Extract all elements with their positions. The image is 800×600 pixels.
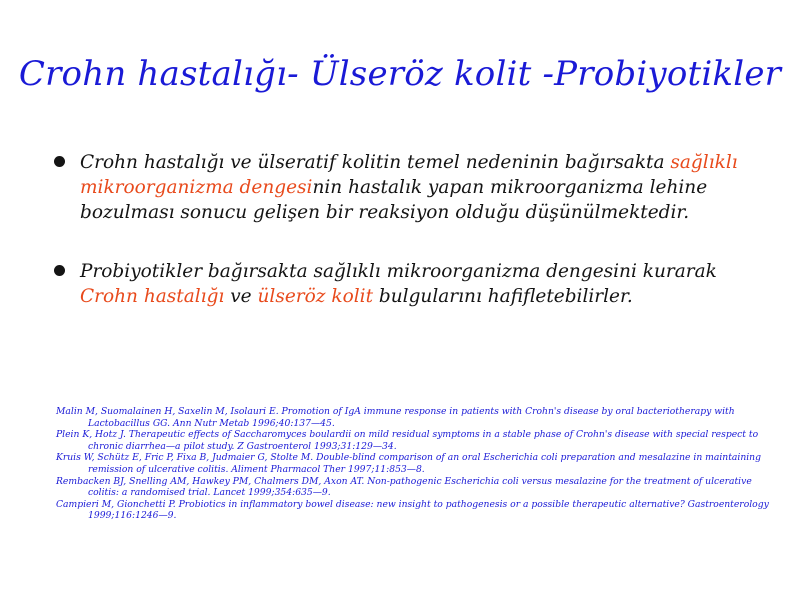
bullet-item: [52, 150, 772, 225]
bullet-segment: nin hastalık yapan mikroorganizma lehine bozulması sonucu gelişen bir reaksiyon olduğu düşünülmektedir.: [80, 177, 708, 223]
highlighted-segment: sağlıklı mikroorganizma dengesi: [80, 152, 738, 198]
bullet-segment: Crohn hastalığı ve ülseratif kolitin temel nedeninin bağırsakta: [80, 152, 671, 173]
reference-item: Campieri M, Gionchetti P. Probiotics in inflammatory bowel disease: new insight to pathogenesis or a possible therapeutic alternative? Gastroenterology 1999;116:1246—9.: [56, 498, 769, 522]
reference-item: Rembacken BJ, Snelling AM, Hawkey PM, Chalmers DM, Axon AT. Non-pathogenic Escherichia coli versus mesalazine for the treatment of ulcerative colitis: a randomised trial. Lancet 1999;354:635—9.: [56, 475, 752, 499]
bullet-item: [52, 259, 772, 309]
reference-item: Malin M, Suomalainen H, Saxelin M, Isolauri E. Promotion of IgA immune response in patients with Crohn's disease by oral bacteriotherapy with Lactobacillus GG. Ann Nutr Metab 1996;40:137—45.: [56, 406, 735, 429]
reference-item: Plein K, Hotz J. Therapeutic effects of Saccharomyces boulardii on mild residual symptoms in a stable phase of Crohn's disease with special respect to chronic diarrhea—a pilot study. Z Gastroenterol 1993;31:129—34.: [56, 429, 759, 452]
bullet-dot-icon: [54, 265, 65, 276]
highlighted-segment: Crohn hastalığı: [80, 286, 225, 307]
bullet-segment: Probiyotikler bağırsakta sağlıklı mikroorganizma dengesini kurarak: [80, 261, 717, 282]
reference-item: Kruis W, Schütz E, Fric P, Fixa B, Judmaier G, Stolte M. Double-blind comparison of an oral Escherichia coli preparation and mesalazine in maintaining remission of ulcerative colitis. Aliment Pharmacol Ther 1997;11:853—8.: [56, 452, 761, 475]
bullet-segment: bulgularını hafifletebilirler.: [373, 286, 633, 307]
highlighted-segment: ülseröz kolit: [257, 286, 374, 307]
bullet-list: [52, 150, 772, 309]
bullet-dot-icon: [54, 156, 65, 167]
slide-title: Crohn hastalığı- Ülseröz kolit -Probiyotikler: [18, 54, 782, 94]
bullet-segment: ve: [224, 286, 258, 307]
reference-list: [56, 406, 772, 522]
